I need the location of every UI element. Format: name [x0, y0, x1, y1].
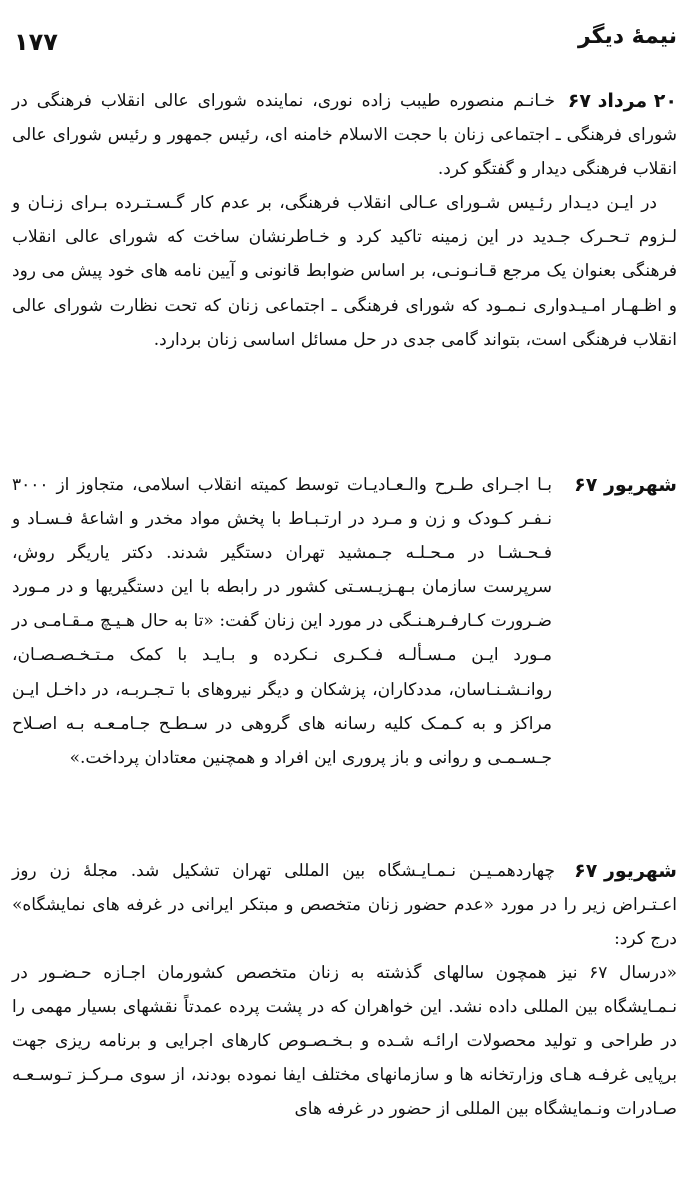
entry-date: ۲۰ مرداد ۶۷	[567, 90, 677, 112]
entry-body	[12, 854, 677, 956]
paragraph: بـا اجـرای طـرح والـعـادیـات توسط کمیته انقلاب اسلامی، متجاوز از ۳۰۰۰ نـفـر کـودک و زن و مـرد در ارتـبـاط با پخش مواد مخدر و اشاعهٔ فـسـاد و فـحـشـا در مـحـلـه جـمشید تهران دستگیر شدند. دکتر یاریگر روش، سرپرست سازمان بـهـزیـسـتی کشور در رابطه با این دستگیریها و در مـورد ضـرورت کـارفـرهـنـگی در مورد این زنان گفت: «تا به حال هـیـچ مـقـامـی در مـورد ایـن مـسـألـه فـکـری نـکرده و بـایـد با کمک مـتـخـصـصـان، روانـشـنـاسان، مددکاران، پزشکان و دیگر نیروهای با تـجـربـه، در داخـل ایـن مراکز و به کـمـک کلیه رسانه های گروهی در سـطـح جـامـعـه بـه اصـلاح جـسـمـی و روانی و باز پروری این افراد و همچنین معتادان پرداخت.»	[12, 475, 552, 768]
paragraph: چهاردهمـیـن نـمـایـشگاه بین المللی تهران تشکیل شد. مجلهٔ زن روز اعـتـراض زیر را در مورد «عدم حضور زنان متخصص و مبتکر ایرانی در غرفه های نمایشگاه» درج کرد:	[12, 861, 677, 950]
paragraph: خـانـم منصوره طیبب زاده نوری، نماینده شورای عالی انقلاب فرهنگی در شورای فرهنگی ـ اجتماعی زنان با حجت الاسلام خامنه ای، رئیس جمهور و رئیس شورای عالی انقلاب فرهنگی دیدار و گفتگو کرد.	[12, 91, 677, 180]
paragraph: در ایـن دیـدار رئـیس شـورای عـالی انقلاب فرهنگی، بر عدم کار گـسـتـرده بـرای زنـان و لـزوم تـحـرک جـدید در این زمینه تاکید کرد و خـاطرنشان ساخت که شورای عالی انقلاب فرهنگی بعنوان یک مرجع قـانـونـی، بر اساس ضوابط قانونی و آیین نامه های خود پیش می رود و اظـهـار امـیـدواری نـمـود که شورای فرهنگی ـ اجتماعی زنان که تحت نظارت شورای عالی انقلاب فرهنگی است، بتواند گامی جدی در حل مسائل اساسی زنان بردارد.	[12, 193, 677, 350]
entry-date: شهریور ۶۷	[574, 474, 677, 496]
entry-date: شهریور ۶۷	[574, 860, 677, 882]
quoted-text: «درسال ۶۷ نیز همچون سالهای گذشته به زنان متخصص کشورمان اجـازه حـضـور در نـمـایشگاه بین المللی داده نشد. این خواهران که در پشت پرده عمدتاً نقشهای بسیار مهمی را در طراحی و تولید محصولات ارائـه شـده و بـخـصـوص کارهای اجرایی و برنامه ریزی جهت برپایی غرفـه هـای وزارتخانه ها و سازمانهای مختلف ایفا نموده بودند، از سوی مـرکـز تـوسـعـه صـادرات ونـمایشگاه بین المللی از حضور در غرفه های	[12, 963, 677, 1119]
page-header	[12, 24, 677, 60]
book-title: نیمهٔ دیگر	[577, 24, 677, 49]
entry-body	[12, 84, 677, 357]
entry-body	[12, 468, 552, 775]
page-number: ۱۷۷	[14, 28, 58, 56]
